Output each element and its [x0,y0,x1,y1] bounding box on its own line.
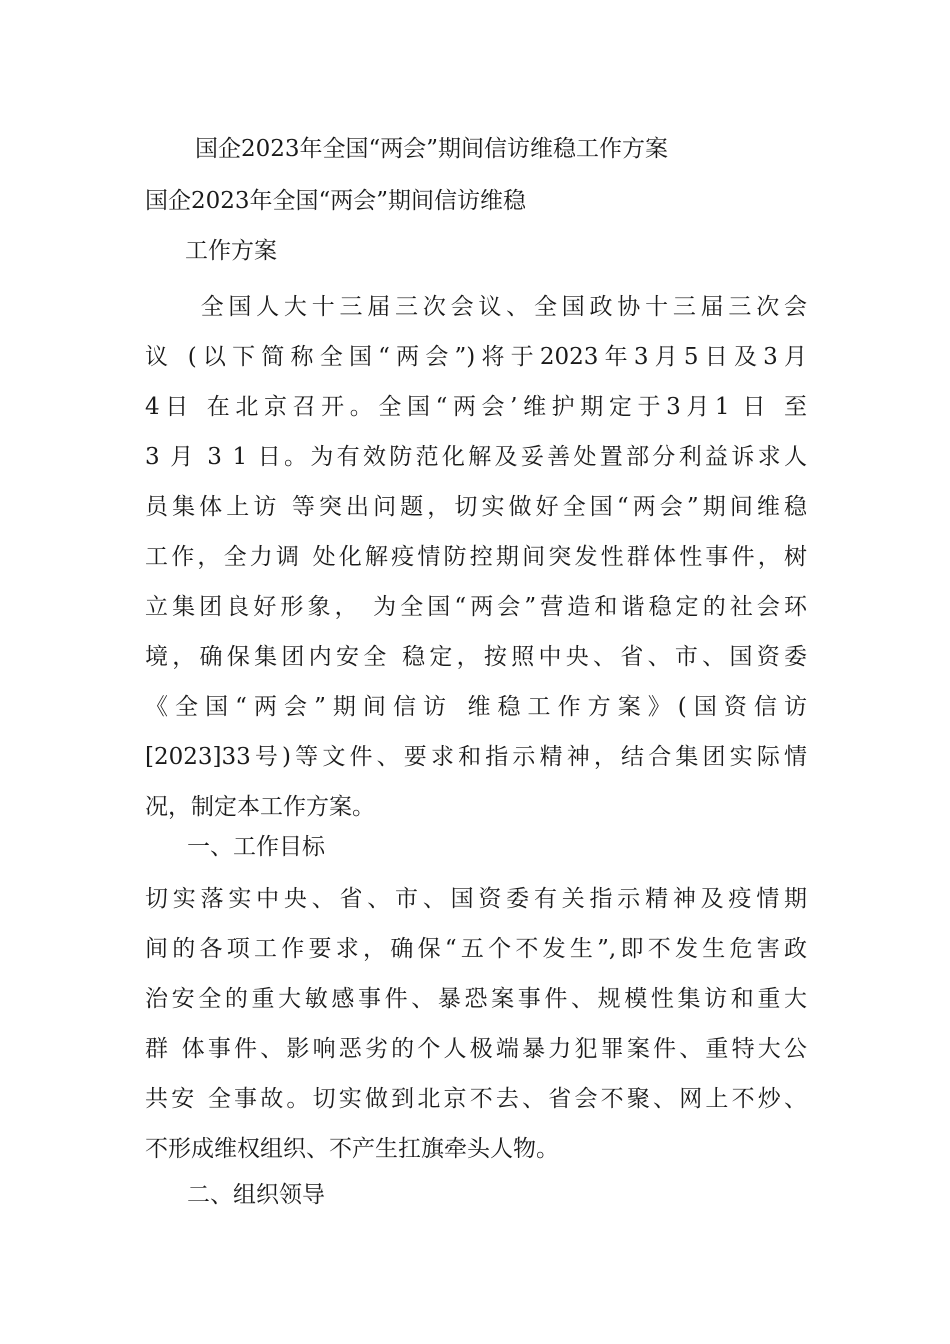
document-subtitle: 国企2023年全国“两会”期间信访维稳 [145,188,527,214]
paragraph-line: 立集团良好形象， 为全国“两会”营造和谐稳定的社会环 [145,594,807,620]
paragraph-line: [2023]33号)等文件、要求和指示精神，结合集团实际情 [145,744,807,770]
section-heading-organization: 二、组织领导 [187,1182,325,1208]
document-subtitle-continuation: 工作方案 [185,238,277,264]
section-heading-goals: 一、工作目标 [187,834,325,860]
paragraph-line: 共安 全事故。切实做到北京不去、省会不聚、网上不炒、 [145,1086,807,1112]
paragraph-line: 4日 在北京召开。全国“两会’维护期定于3月1 日 至 [145,394,807,420]
paragraph-line: 切实落实中央、省、市、国资委有关指示精神及疫情期 [145,886,807,912]
paragraph-line: 《全国“两会”期间信访 维稳工作方案》(国资信访 [145,694,807,720]
paragraph-line: 治安全的重大敏感事件、暴恐案事件、规模性集访和重大 [145,986,807,1012]
intro-paragraph [145,282,807,832]
paragraph-line: 间的各项工作要求，确保“五个不发生”,即不发生危害政 [145,936,807,962]
paragraph-line: 3 月 3 1 日。为有效防范化解及妥善处置部分利益诉求人 [145,444,807,470]
document-title: 国企2023年全国“两会”期间信访维稳工作方案 [195,136,669,162]
paragraph-line: 群 体事件、影响恶劣的个人极端暴力犯罪案件、重特大公 [145,1036,807,1062]
paragraph-line: 工作，全力调 处化解疫情防控期间突发性群体性事件，树 [145,544,807,570]
paragraph-line: 况，制定本工作方案。 [145,794,375,820]
paragraph-line: 员集体上访 等突出问题，切实做好全国“两会”期间维稳 [145,494,807,520]
paragraph-line: 境，确保集团内安全 稳定，按照中央、省、市、国资委 [145,644,807,670]
paragraph-line: 议 (以下简称全国“两会”)将于2023年3月5日及3月 [145,344,807,370]
paragraph-line: 全国人大十三届三次会议、全国政协十三届三次会 [145,294,807,320]
goals-paragraph [145,874,807,1174]
paragraph-line: 不形成维权组织、不产生扛旗牵头人物。 [145,1136,559,1162]
